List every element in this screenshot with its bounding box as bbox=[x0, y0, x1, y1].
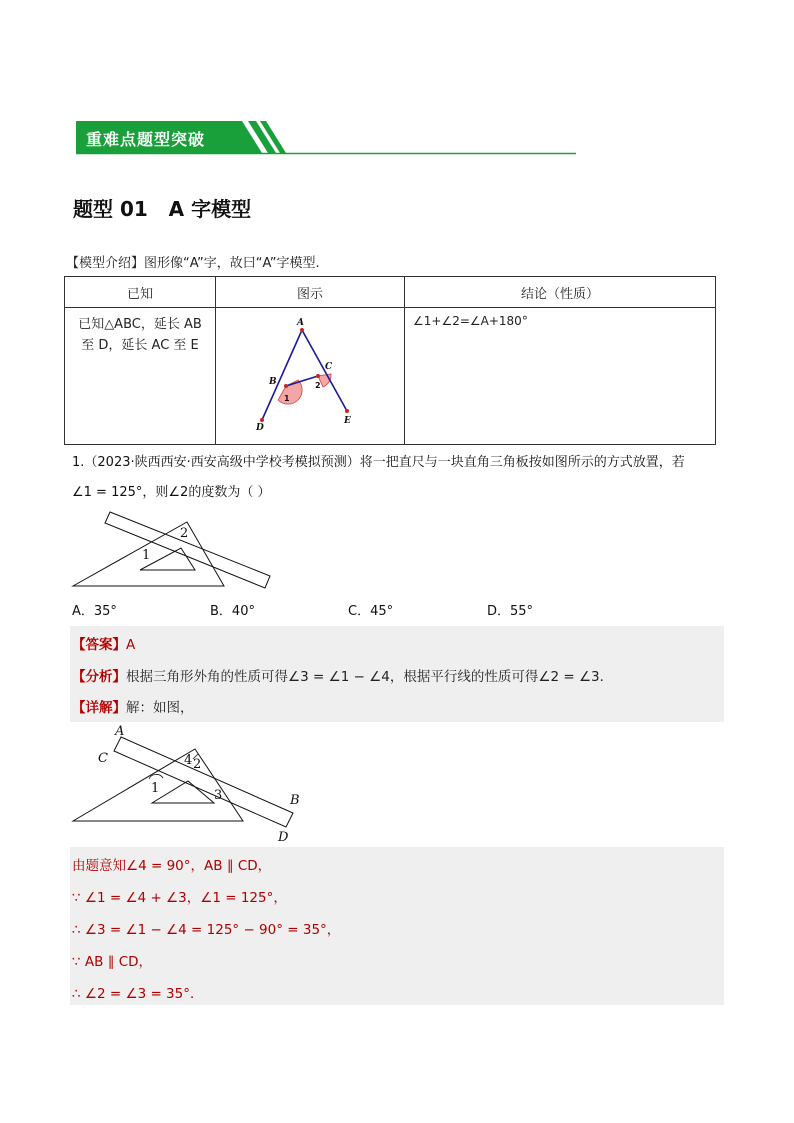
known-line-2: 至 D，延长 AC 至 E bbox=[81, 338, 199, 353]
detail-text: 解：如图， bbox=[126, 700, 194, 716]
known-cell bbox=[65, 308, 216, 445]
header-diagram: 图示 bbox=[216, 277, 405, 308]
ans-label-B: B bbox=[290, 793, 300, 808]
table-header-row bbox=[65, 277, 716, 308]
answer-line bbox=[72, 633, 135, 653]
diagram-cell bbox=[216, 308, 405, 445]
answer-figure bbox=[71, 723, 301, 846]
model-table bbox=[64, 276, 716, 445]
conclusion-cell: ∠1+∠2=∠A+180° bbox=[405, 308, 716, 445]
ans-label-4: 4 bbox=[184, 753, 193, 768]
header-known: 已知 bbox=[65, 277, 216, 308]
step-line: ∵ ∠1 = ∠4 + ∠3，∠1 = 125°， bbox=[72, 890, 287, 906]
section-banner bbox=[74, 119, 576, 155]
step-line: ∴ ∠2 = ∠3 = 35°． bbox=[72, 986, 204, 1002]
question-line-2: ∠1 = 125°，则∠2的度数为（ ） bbox=[72, 485, 271, 500]
label-D: D bbox=[256, 423, 264, 433]
label-E: E bbox=[344, 416, 351, 426]
analysis-label: 【分析】 bbox=[72, 669, 126, 685]
label-angle-2: 2 bbox=[315, 381, 321, 390]
model-intro: 【模型介绍】图形像“A”字，故曰“A”字模型. bbox=[66, 256, 320, 271]
answer-value: A bbox=[126, 637, 136, 653]
known-line-1: 已知△ABC，延长 AB bbox=[78, 317, 202, 332]
step-line: ∵ AB ∥ CD， bbox=[72, 954, 153, 970]
a-model-diagram bbox=[216, 308, 405, 444]
header-conclusion: 结论（性质） bbox=[405, 277, 716, 308]
ans-label-A: A bbox=[115, 724, 125, 739]
option-d[interactable]: D．55° bbox=[487, 604, 534, 619]
question-stem bbox=[72, 452, 732, 504]
answer-label: 【答案】 bbox=[72, 637, 126, 653]
fig-label-2: 2 bbox=[180, 526, 189, 541]
ans-label-3: 3 bbox=[214, 788, 223, 803]
label-C: C bbox=[325, 362, 333, 372]
ans-label-2: 2 bbox=[193, 757, 202, 772]
ans-label-D: D bbox=[278, 830, 289, 845]
option-a[interactable]: A．35° bbox=[72, 604, 117, 619]
option-b[interactable]: B．40° bbox=[210, 604, 255, 619]
ans-label-1: 1 bbox=[151, 781, 160, 796]
step-line: ∴ ∠3 = ∠1 − ∠4 = 125° − 90° = 35°， bbox=[72, 922, 341, 938]
detail-line bbox=[72, 696, 194, 716]
question-figure bbox=[70, 508, 274, 592]
step-line: 由题意知∠4 = 90°，AB ∥ CD， bbox=[72, 858, 272, 874]
label-B: B bbox=[269, 377, 277, 387]
analysis-line bbox=[72, 665, 613, 685]
analysis-text: 根据三角形外角的性质可得∠3 = ∠1 − ∠4，根据平行线的性质可得∠2 = ∠3． bbox=[126, 669, 614, 685]
question-line-1: 1.（2023·陕西西安·西安高级中学校考模拟预测）将一把直尺与一块直角三角板按如图所示的方式放置，若 bbox=[72, 455, 685, 470]
banner-title: 重难点题型突破 bbox=[86, 130, 206, 149]
fig-label-1: 1 bbox=[142, 548, 151, 563]
ans-label-C: C bbox=[98, 751, 108, 766]
section-title: 题型 01 A 字模型 bbox=[73, 197, 252, 221]
label-A: A bbox=[297, 318, 304, 328]
option-c[interactable]: C．45° bbox=[348, 604, 394, 619]
table-row bbox=[65, 308, 716, 445]
detail-label: 【详解】 bbox=[72, 700, 126, 716]
label-angle-1: 1 bbox=[284, 394, 290, 403]
